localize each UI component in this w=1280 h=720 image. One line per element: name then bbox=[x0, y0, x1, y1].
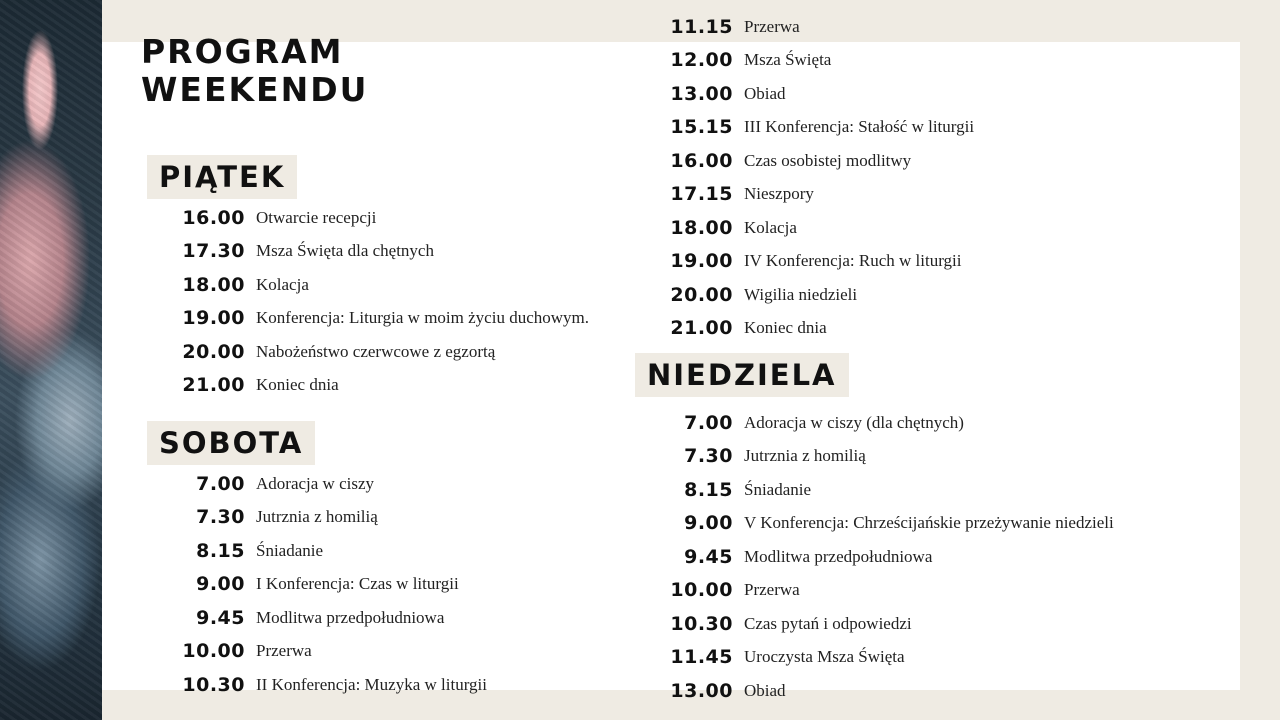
event-description: Obiad bbox=[744, 680, 786, 700]
event-description: Kolacja bbox=[256, 274, 309, 294]
event-time: 11.15 bbox=[670, 15, 733, 38]
schedule-row bbox=[149, 369, 589, 403]
schedule-row bbox=[149, 635, 487, 669]
schedule-row bbox=[149, 201, 589, 235]
schedule-row bbox=[637, 607, 1114, 641]
event-description: Czas osobistej modlitwy bbox=[744, 150, 912, 170]
event-description: Adoracja w ciszy (dla chętnych) bbox=[744, 412, 964, 432]
event-time: 13.00 bbox=[670, 82, 733, 105]
schedule-row bbox=[149, 534, 487, 568]
event-description: Przerwa bbox=[744, 16, 800, 36]
schedule-row bbox=[637, 178, 974, 212]
title-line-2: WEEKENDU bbox=[141, 70, 369, 109]
event-time: 21.00 bbox=[670, 317, 733, 340]
event-time: 8.15 bbox=[196, 539, 245, 562]
event-description: Uroczysta Msza Święta bbox=[744, 647, 905, 667]
schedule-row bbox=[149, 467, 487, 501]
event-description: Czas pytań i odpowiedzi bbox=[744, 613, 912, 633]
event-time: 10.00 bbox=[182, 640, 245, 663]
schedule-row bbox=[149, 268, 589, 302]
event-description: Modlitwa przedpołudniowa bbox=[256, 607, 445, 627]
event-description: I Konferencja: Czas w liturgii bbox=[256, 574, 459, 594]
event-time: 10.30 bbox=[670, 612, 733, 635]
event-description: Obiad bbox=[744, 83, 786, 103]
page-title bbox=[141, 33, 368, 109]
event-description: III Konferencja: Stałość w liturgii bbox=[744, 117, 975, 137]
schedule-row bbox=[637, 473, 1114, 507]
schedule-row bbox=[637, 574, 1114, 608]
event-time: 9.45 bbox=[196, 606, 245, 629]
event-time: 20.00 bbox=[182, 340, 245, 363]
schedule-row bbox=[149, 302, 589, 336]
event-time: 17.30 bbox=[182, 240, 245, 263]
event-time: 9.00 bbox=[684, 512, 733, 535]
schedule-row bbox=[637, 674, 1114, 708]
event-time: 9.45 bbox=[684, 545, 733, 568]
event-time: 11.45 bbox=[670, 646, 733, 669]
day-heading-saturday: SOBOTA bbox=[147, 421, 315, 465]
schedule-row bbox=[637, 507, 1114, 541]
event-description: Kolacja bbox=[744, 217, 797, 237]
event-description: Nieszpory bbox=[744, 184, 814, 204]
day-heading-friday: PIĄTEK bbox=[147, 155, 297, 199]
schedule-row bbox=[637, 111, 974, 145]
schedule-saturday bbox=[149, 467, 487, 702]
title-line-1: PROGRAM bbox=[141, 32, 344, 71]
schedule-row bbox=[149, 335, 589, 369]
event-description: Msza Święta bbox=[744, 50, 832, 70]
schedule-friday bbox=[149, 201, 589, 402]
schedule-row bbox=[637, 10, 974, 44]
event-time: 21.00 bbox=[182, 374, 245, 397]
event-time: 15.15 bbox=[670, 116, 733, 139]
event-time: 19.00 bbox=[182, 307, 245, 330]
event-time: 10.00 bbox=[670, 579, 733, 602]
event-description: Śniadanie bbox=[744, 479, 812, 499]
day-heading-sunday: NIEDZIELA bbox=[635, 353, 849, 397]
schedule-row bbox=[149, 668, 487, 702]
event-time: 17.15 bbox=[670, 183, 733, 206]
event-description: Msza Święta dla chętnych bbox=[256, 241, 434, 261]
schedule-row bbox=[637, 540, 1114, 574]
event-description: Jutrznia z homilią bbox=[256, 507, 378, 527]
schedule-sunday bbox=[637, 406, 1114, 708]
schedule-row bbox=[149, 568, 487, 602]
event-time: 13.00 bbox=[670, 679, 733, 702]
event-time: 18.00 bbox=[670, 216, 733, 239]
schedule-row bbox=[149, 235, 589, 269]
event-time: 16.00 bbox=[670, 149, 733, 172]
event-time: 10.30 bbox=[182, 673, 245, 696]
schedule-row bbox=[637, 440, 1114, 474]
schedule-row bbox=[637, 77, 974, 111]
schedule-row bbox=[637, 312, 974, 346]
event-description: Śniadanie bbox=[256, 540, 324, 560]
decorative-photo bbox=[0, 0, 102, 720]
event-description: Nabożeństwo czerwcowe z egzortą bbox=[256, 341, 496, 361]
schedule-row bbox=[637, 406, 1114, 440]
event-description: Jutrznia z homilią bbox=[744, 446, 866, 466]
event-description: IV Konferencja: Ruch w liturgii bbox=[744, 251, 962, 271]
event-description: Modlitwa przedpołudniowa bbox=[744, 546, 933, 566]
event-description: Przerwa bbox=[744, 580, 800, 600]
schedule-row bbox=[149, 601, 487, 635]
event-time: 12.00 bbox=[670, 49, 733, 72]
event-description: II Konferencja: Muzyka w liturgii bbox=[256, 674, 488, 694]
event-description: Koniec dnia bbox=[744, 318, 827, 338]
schedule-row bbox=[637, 144, 974, 178]
event-time: 7.30 bbox=[196, 506, 245, 529]
schedule-row bbox=[149, 501, 487, 535]
event-time: 20.00 bbox=[670, 283, 733, 306]
event-time: 8.15 bbox=[684, 478, 733, 501]
event-time: 9.00 bbox=[196, 573, 245, 596]
schedule-row bbox=[637, 641, 1114, 675]
event-description: Wigilia niedzieli bbox=[744, 284, 858, 304]
event-time: 7.00 bbox=[684, 411, 733, 434]
schedule-row bbox=[637, 245, 974, 279]
event-time: 7.30 bbox=[684, 445, 733, 468]
event-description: V Konferencja: Chrześcijańskie przeżywanie niedzieli bbox=[744, 513, 1114, 533]
schedule-row bbox=[637, 278, 974, 312]
event-time: 19.00 bbox=[670, 250, 733, 273]
schedule-row bbox=[637, 44, 974, 78]
event-description: Konferencja: Liturgia w moim życiu duchowym. bbox=[256, 308, 589, 328]
event-time: 18.00 bbox=[182, 273, 245, 296]
schedule-row bbox=[637, 211, 974, 245]
event-description: Otwarcie recepcji bbox=[256, 207, 377, 227]
event-time: 16.00 bbox=[182, 206, 245, 229]
event-description: Koniec dnia bbox=[256, 375, 339, 395]
event-description: Adoracja w ciszy bbox=[256, 473, 375, 493]
event-description: Przerwa bbox=[256, 641, 312, 661]
schedule-saturday-continued bbox=[637, 10, 974, 345]
event-time: 7.00 bbox=[196, 472, 245, 495]
